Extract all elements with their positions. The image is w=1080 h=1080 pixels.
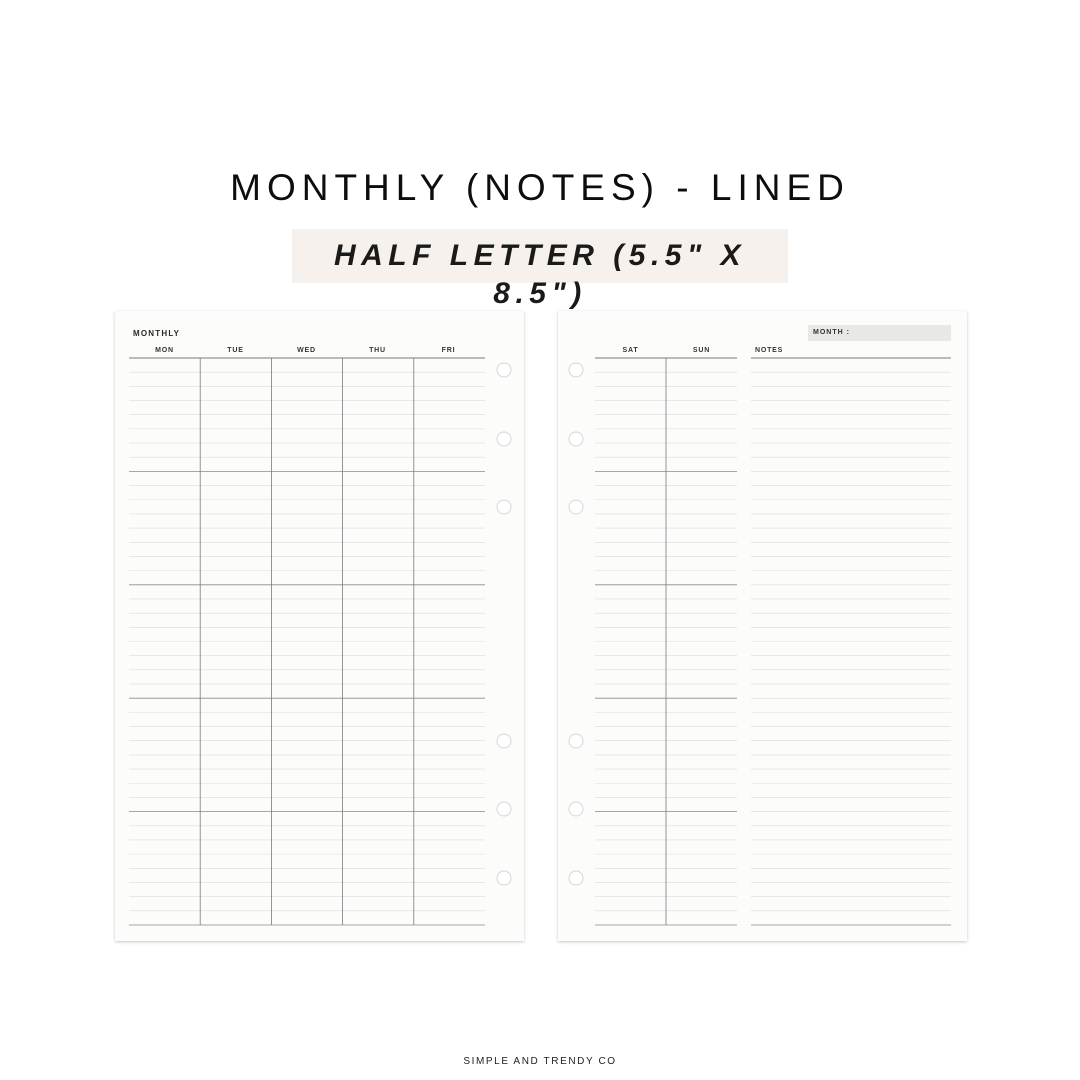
day-header-sun: SUN <box>692 347 711 354</box>
page-title: MONTHLY (NOTES) - LINED <box>230 167 850 208</box>
subtitle-banner <box>292 229 788 310</box>
day-header-sat: SAT <box>622 347 639 354</box>
day-header-fri: FRI <box>441 347 456 354</box>
planner-page-left <box>115 311 524 941</box>
brand-footer: SIMPLE AND TRENDY CO <box>463 1056 617 1067</box>
binder-hole-left <box>497 363 511 377</box>
day-header-tue: TUE <box>227 347 244 354</box>
binder-hole-right <box>569 871 583 885</box>
binder-hole-right <box>569 500 583 514</box>
binder-hole-right <box>569 802 583 816</box>
day-header-wed: WED <box>297 347 316 354</box>
notes-header: NOTES <box>755 347 784 354</box>
month-label: MONTH : <box>813 329 850 336</box>
binder-hole-right <box>569 734 583 748</box>
calendar-grid-right <box>558 311 967 941</box>
binder-hole-right <box>569 363 583 377</box>
binder-hole-left <box>497 734 511 748</box>
calendar-grid-left <box>115 311 524 941</box>
binder-hole-left <box>497 500 511 514</box>
page-subtitle: HALF LETTER (5.5" X 8.5") <box>333 239 747 310</box>
binder-hole-left <box>497 802 511 816</box>
day-header-mon: MON <box>155 347 174 354</box>
binder-hole-left <box>497 871 511 885</box>
binder-hole-right <box>569 432 583 446</box>
planner-page-right <box>558 311 967 941</box>
binder-hole-left <box>497 432 511 446</box>
monthly-label: MONTHLY <box>133 329 181 338</box>
day-header-thu: THU <box>369 347 386 354</box>
